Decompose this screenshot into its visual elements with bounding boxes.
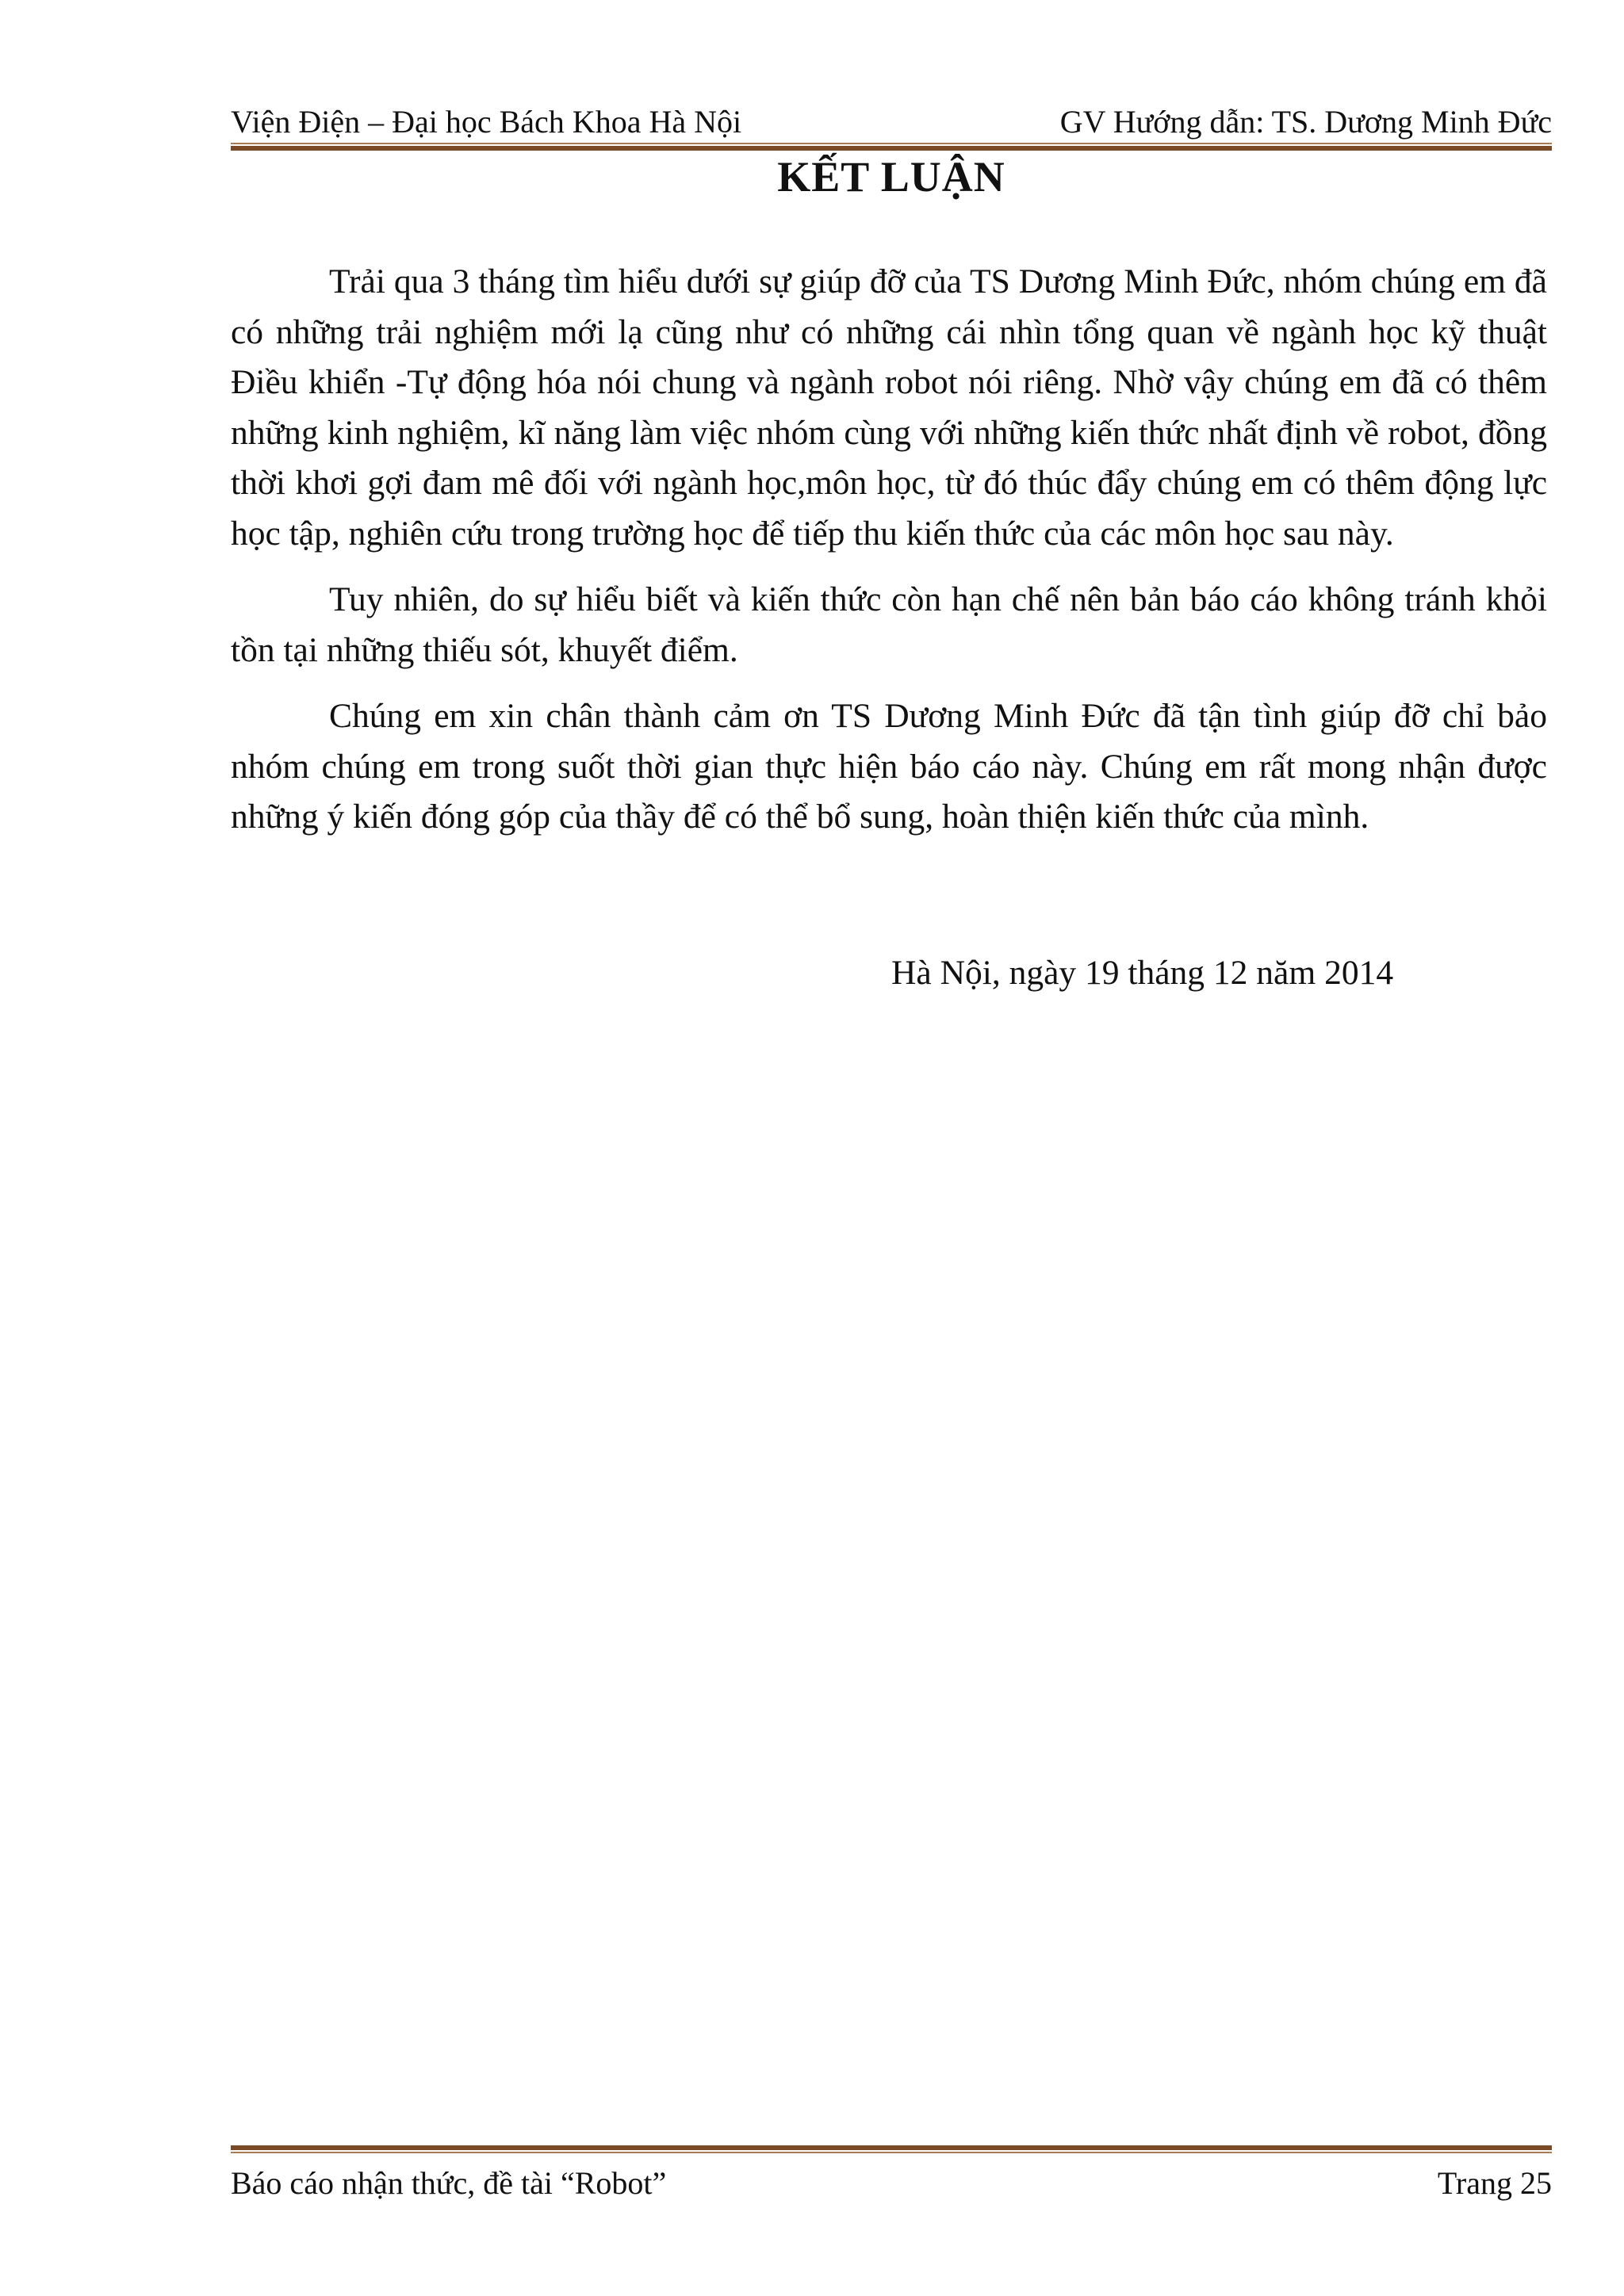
paragraph-3: Chúng em xin chân thành cảm ơn TS Dương Minh Đức đã tận tình giúp đỡ chỉ bảo nhóm chúng em trong suốt thời gian thực hiện báo cáo này. Chúng em rất mong nhận được những ý kiến đóng góp của thầy để có thể bổ sung, hoàn thiện kiến thức của mình.: [231, 697, 1547, 836]
footer-rule-thick: [231, 2145, 1552, 2150]
footer-rule-thin: [231, 2152, 1552, 2153]
paragraph-2: Tuy nhiên, do sự hiểu biết và kiến thức còn hạn chế nên bản báo cáo không tránh khỏi tồn tại những thiếu sót, khuyết điểm.: [231, 580, 1547, 669]
body-text: [231, 257, 1547, 859]
date-signature: Hà Nội, ngày 19 tháng 12 năm 2014: [891, 954, 1394, 992]
page-footer: [231, 2155, 1552, 2202]
header-supervisor: GV Hướng dẫn: TS. Dương Minh Đức: [1059, 104, 1552, 140]
paragraph-1: Trải qua 3 tháng tìm hiểu dưới sự giúp đỡ của TS Dương Minh Đức, nhóm chúng em đã có những trải nghiệm mới lạ cũng như có những cái nhìn tổng quan về ngành học kỹ thuật Điều khiển -Tự động hóa nói chung và ngành robot nói riêng. Nhờ vậy chúng em đã có thêm những kinh nghiệm, kĩ năng làm việc nhóm cùng với những kiến thức nhất định về robot, đồng thời khơi gợi đam mê đối với ngành học,môn học, từ đó thúc đẩy chúng em có thêm động lực học tập, nghiên cứu trong trường học để tiếp thu kiến thức của các môn học sau này.: [231, 262, 1547, 553]
footer-page-number: Trang 25: [1437, 2165, 1552, 2201]
footer-report-title: Báo cáo nhận thức, đề tài “Robot”: [231, 2165, 667, 2201]
header-institution: Viện Điện – Đại học Bách Khoa Hà Nội: [231, 104, 742, 140]
header-rule-thin: [231, 143, 1552, 144]
page-header: [231, 94, 1552, 141]
page-title: KẾT LUẬN: [777, 153, 1005, 201]
